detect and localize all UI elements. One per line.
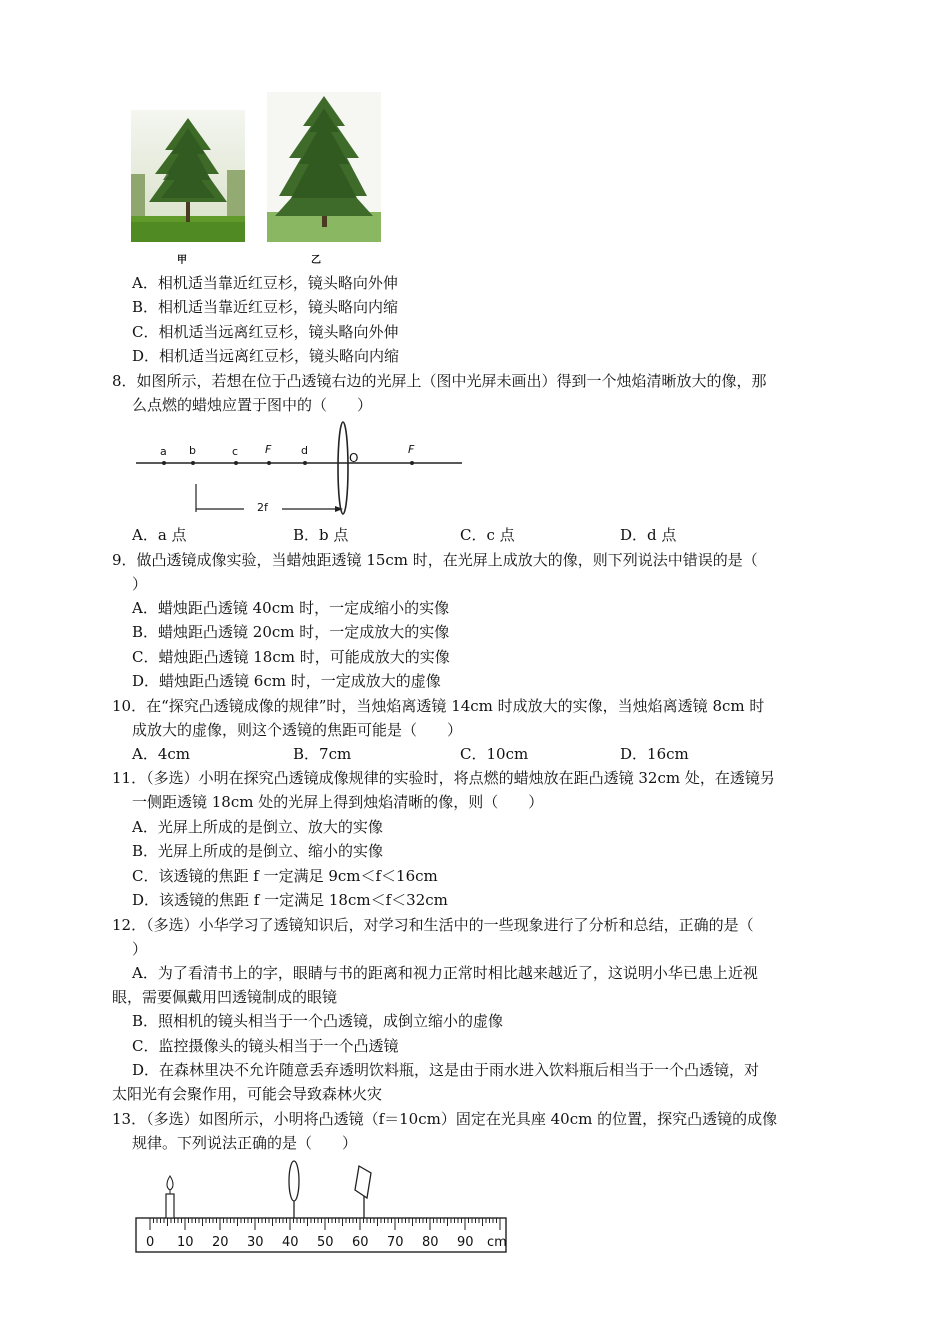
q10-stem-line1: 10．在“探究凸透镜成像的规律”时，当烛焰离透镜 14cm 时成放大的实像，当烛焰离透镜 8cm 时 (112, 697, 765, 715)
q10-option-b: B．7cm (293, 745, 352, 763)
q12-option-a-line1: A．为了看清书上的字，眼睛与书的距离和视力正常时相比越来越近了，这说明小华已患上近视 (132, 964, 758, 982)
ruler-label: 0 (146, 1235, 155, 1250)
q8-option-a: A．a 点 (132, 526, 187, 544)
q7-option-a: A．相机适当靠近红豆杉，镜头略向外伸 (132, 274, 398, 292)
ruler-label: 80 (422, 1235, 439, 1250)
ruler-label: 90 (457, 1235, 474, 1250)
q8-lens-diagram (132, 418, 467, 522)
light-screen (355, 1166, 371, 1218)
convex-lens (289, 1161, 299, 1218)
q9-stem-line2: ） (132, 575, 148, 593)
point-label-c: c (232, 445, 239, 458)
tree-photo-jia (131, 110, 245, 242)
point-label-right-f: F (408, 443, 415, 456)
q12-option-d-line2: 太阳光有会聚作用，可能会导致森林火灾 (112, 1085, 383, 1103)
q12-option-b: B．照相机的镜头相当于一个凸透镜，成倒立缩小的虚像 (132, 1012, 504, 1030)
point-a (162, 461, 166, 465)
tree-photo-yi (267, 92, 381, 242)
ruler-label: 40 (282, 1235, 299, 1250)
point-b (191, 461, 195, 465)
distance-label-2f: 2f (257, 501, 268, 514)
q8-option-b: B．b 点 (293, 526, 349, 544)
q13-stem-line2: 规律。下列说法正确的是（ ） (132, 1134, 358, 1152)
ruler-unit: cm (487, 1235, 507, 1250)
q9-option-c: C．蜡烛距凸透镜 18cm 时，可能成放大的实像 (132, 648, 450, 666)
point-label-b: b (189, 444, 196, 457)
q10-option-c: C．10cm (460, 745, 529, 763)
q10-option-d: D．16cm (620, 745, 689, 763)
q11-option-a: A．光屏上所成的是倒立、放大的实像 (132, 818, 383, 836)
ruler-label: 50 (317, 1235, 334, 1250)
q9-stem-line1: 9．做凸透镜成像实验，当蜡烛距透镜 15cm 时，在光屏上成放大的像，则下列说法中错误的是（ (112, 551, 758, 569)
point-d (303, 461, 307, 465)
q8-option-d: D．d 点 (620, 526, 677, 544)
q10-stem-line2: 成放大的虚像，则这个透镜的焦距可能是（ ） (132, 721, 463, 739)
q13-stem-line1: 13．（多选）如图所示，小明将凸透镜（f＝10cm）固定在光具座 40cm 的位置，探究凸透镜的成像 (112, 1110, 778, 1128)
q9-option-b: B．蜡烛距凸透镜 20cm 时，一定成放大的实像 (132, 623, 450, 641)
lens-center-label: O (349, 451, 359, 465)
ruler-label: 60 (352, 1235, 369, 1250)
q12-stem-line2: ） (132, 940, 148, 958)
q8-option-c: C．c 点 (460, 526, 515, 544)
q12-option-c: C．监控摄像头的镜头相当于一个凸透镜 (132, 1037, 399, 1055)
q9-option-a: A．蜡烛距凸透镜 40cm 时，一定成缩小的实像 (132, 599, 450, 617)
photo-label-yi: 乙 (311, 255, 321, 266)
ruler-label: 10 (177, 1235, 194, 1250)
q10-option-a: A．4cm (132, 745, 191, 763)
q8-stem-line1: 8．如图所示，若想在位于凸透镜右边的光屏上（图中光屏未画出）得到一个烛焰清晰放大的像，那 (112, 372, 767, 390)
point-label-d: d (301, 444, 308, 457)
point-label-left-f: F (265, 443, 272, 456)
q8-stem-line2: 么点燃的蜡烛应置于图中的（ ） (132, 396, 373, 414)
q7-option-d: D．相机适当远离红豆杉，镜头略向内缩 (132, 347, 400, 365)
q12-option-a-line2: 眼，需要佩戴用凹透镜制成的眼镜 (112, 988, 338, 1006)
ruler-label: 20 (212, 1235, 229, 1250)
q9-option-d: D．蜡烛距凸透镜 6cm 时，一定成放大的虚像 (132, 672, 441, 690)
q12-stem-line1: 12．（多选）小华学习了透镜知识后，对学习和生活中的一些现象进行了分析和总结，正确的是（ (112, 916, 754, 934)
optical-bench-diagram (132, 1156, 512, 1256)
q11-option-b: B．光屏上所成的是倒立、缩小的实像 (132, 842, 384, 860)
photo-label-jia: 甲 (177, 255, 187, 266)
point-c (234, 461, 238, 465)
q7-option-c: C．相机适当远离红豆杉，镜头略向外伸 (132, 323, 399, 341)
q11-option-d: D．该透镜的焦距 f 一定满足 18cm＜f＜32cm (132, 891, 448, 909)
q11-stem-line1: 11．（多选）小明在探究凸透镜成像规律的实验时，将点燃的蜡烛放在距凸透镜 32cm 处，在透镜另 (112, 769, 775, 787)
point-label-a: a (160, 445, 167, 458)
ruler-label: 30 (247, 1235, 264, 1250)
q11-stem-line2: 一侧距透镜 18cm 处的光屏上得到烛焰清晰的像，则（ ） (132, 793, 544, 811)
candle (166, 1176, 174, 1218)
q11-option-c: C．该透镜的焦距 f 一定满足 9cm＜f＜16cm (132, 867, 438, 885)
q12-option-d-line1: D．在森林里决不允许随意丢弃透明饮料瓶，这是由于雨水进入饮料瓶后相当于一个凸透镜，对 (132, 1061, 760, 1079)
point-right-f (410, 461, 414, 465)
point-left-f (267, 461, 271, 465)
ruler-label: 70 (387, 1235, 404, 1250)
q7-option-b: B．相机适当靠近红豆杉，镜头略向内缩 (132, 298, 399, 316)
